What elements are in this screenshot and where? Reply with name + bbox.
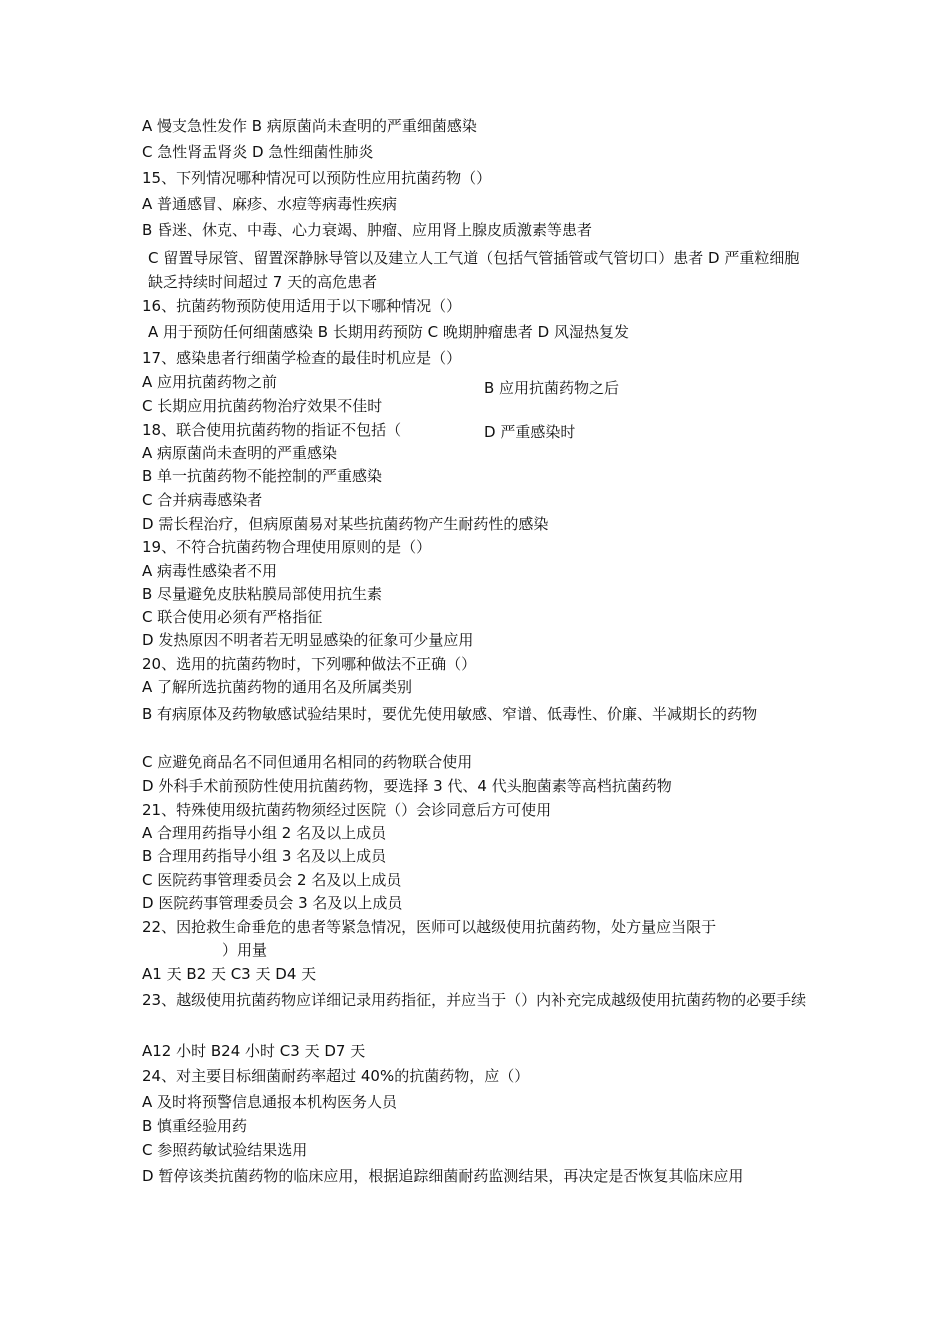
- option-text: A12 小时 B24 小时 C3 天 D7 天: [142, 1042, 366, 1060]
- option-text: C 应避免商品名不同但通用名相同的药物联合使用: [142, 753, 473, 771]
- question-18: 18、联合使用抗菌药物的指证不包括（: [142, 421, 402, 439]
- option-text: A 了解所选抗菌药物的通用名及所属类别: [142, 678, 413, 696]
- option-text: C 长期应用抗菌药物治疗效果不佳时: [142, 397, 383, 415]
- option-text: C 医院药事管理委员会 2 名及以上成员: [142, 871, 402, 889]
- question-22: 22、因抢救生命垂危的患者等紧急情况，医师可以越级使用抗菌药物，处方量应当限于: [142, 918, 717, 936]
- text-line: ）用量: [222, 941, 268, 959]
- option-text: A 病毒性感染者不用: [142, 562, 278, 580]
- option-text: A 普通感冒、麻疹、水痘等病毒性疾病: [142, 195, 398, 213]
- option-text: D 需长程治疗，但病原菌易对某些抗菌药物产生耐药性的感染: [142, 515, 549, 533]
- option-text: D 暂停该类抗菌药物的临床应用，根据追踪细菌耐药监测结果，再决定是否恢复其临床应用: [142, 1167, 744, 1185]
- option-text: A 用于预防任何细菌感染 B 长期用药预防 C 晚期肿瘤患者 D 风湿热复发: [148, 323, 629, 341]
- question-17: 17、感染患者行细菌学检查的最佳时机应是（）: [142, 349, 462, 367]
- option-text: C 联合使用必须有严格指征: [142, 608, 323, 626]
- question-16: 16、抗菌药物预防使用适用于以下哪种情况（）: [142, 297, 462, 315]
- option-text: A1 天 B2 天 C3 天 D4 天: [142, 965, 317, 983]
- option-text: C 参照药敏试验结果选用: [142, 1141, 308, 1159]
- question-20: 20、选用的抗菌药物时，下列哪种做法不正确（）: [142, 655, 477, 673]
- option-text: B 合理用药指导小组 3 名及以上成员: [142, 847, 387, 865]
- question-24: 24、对主要目标细菌耐药率超过 40%的抗菌药物，应（）: [142, 1067, 530, 1085]
- option-text: D 发热原因不明者若无明显感染的征象可少量应用: [142, 631, 474, 649]
- option-text: D 医院药事管理委员会 3 名及以上成员: [142, 894, 403, 912]
- option-text: A 应用抗菌药物之前: [142, 373, 278, 391]
- option-text: A 合理用药指导小组 2 名及以上成员: [142, 824, 387, 842]
- option-text: B 尽量避免皮肤粘膜局部使用抗生素: [142, 585, 383, 603]
- option-text: B 应用抗菌药物之后: [484, 379, 620, 397]
- text-line: C 急性肾盂肾炎 D 急性细菌性肺炎: [142, 143, 374, 161]
- option-text: A 病原菌尚未查明的严重感染: [142, 444, 338, 462]
- option-text: D 外科手术前预防性使用抗菌药物，要选择 3 代、4 代头胞菌素等高档抗菌药物: [142, 777, 672, 795]
- option-text: B 单一抗菌药物不能控制的严重感染: [142, 467, 383, 485]
- question-15: 15、下列情况哪种情况可以预防性应用抗菌药物（）: [142, 169, 492, 187]
- option-text: B 昏迷、休克、中毒、心力衰竭、肿瘤、应用肾上腺皮质激素等患者: [142, 221, 593, 239]
- text-line: A 慢支急性发作 B 病原菌尚未查明的严重细菌感染: [142, 117, 477, 135]
- option-text: B 慎重经验用药: [142, 1117, 248, 1135]
- option-text: B 有病原体及药物敏感试验结果时，要优先使用敏感、窄谱、低毒性、价廉、半减期长的药物: [142, 705, 758, 723]
- question-19: 19、不符合抗菌药物合理使用原则的是（）: [142, 538, 432, 556]
- option-text: C 合并病毒感染者: [142, 491, 263, 509]
- option-text: D 严重感染时: [484, 423, 576, 441]
- option-text: A 及时将预警信息通报本机构医务人员: [142, 1093, 398, 1111]
- question-21: 21、特殊使用级抗菌药物须经过医院（）会诊同意后方可使用: [142, 801, 552, 819]
- option-text: C 留置导尿管、留置深静脉导管以及建立人工气道（包括气管插管或气管切口）患者 D 严重粒细胞缺乏持续时间超过 7 天的高危患者: [148, 249, 800, 291]
- question-23: 23、越级使用抗菌药物应详细记录用药指征，并应当于（）内补充完成越级使用抗菌药物的必要手续: [142, 991, 807, 1009]
